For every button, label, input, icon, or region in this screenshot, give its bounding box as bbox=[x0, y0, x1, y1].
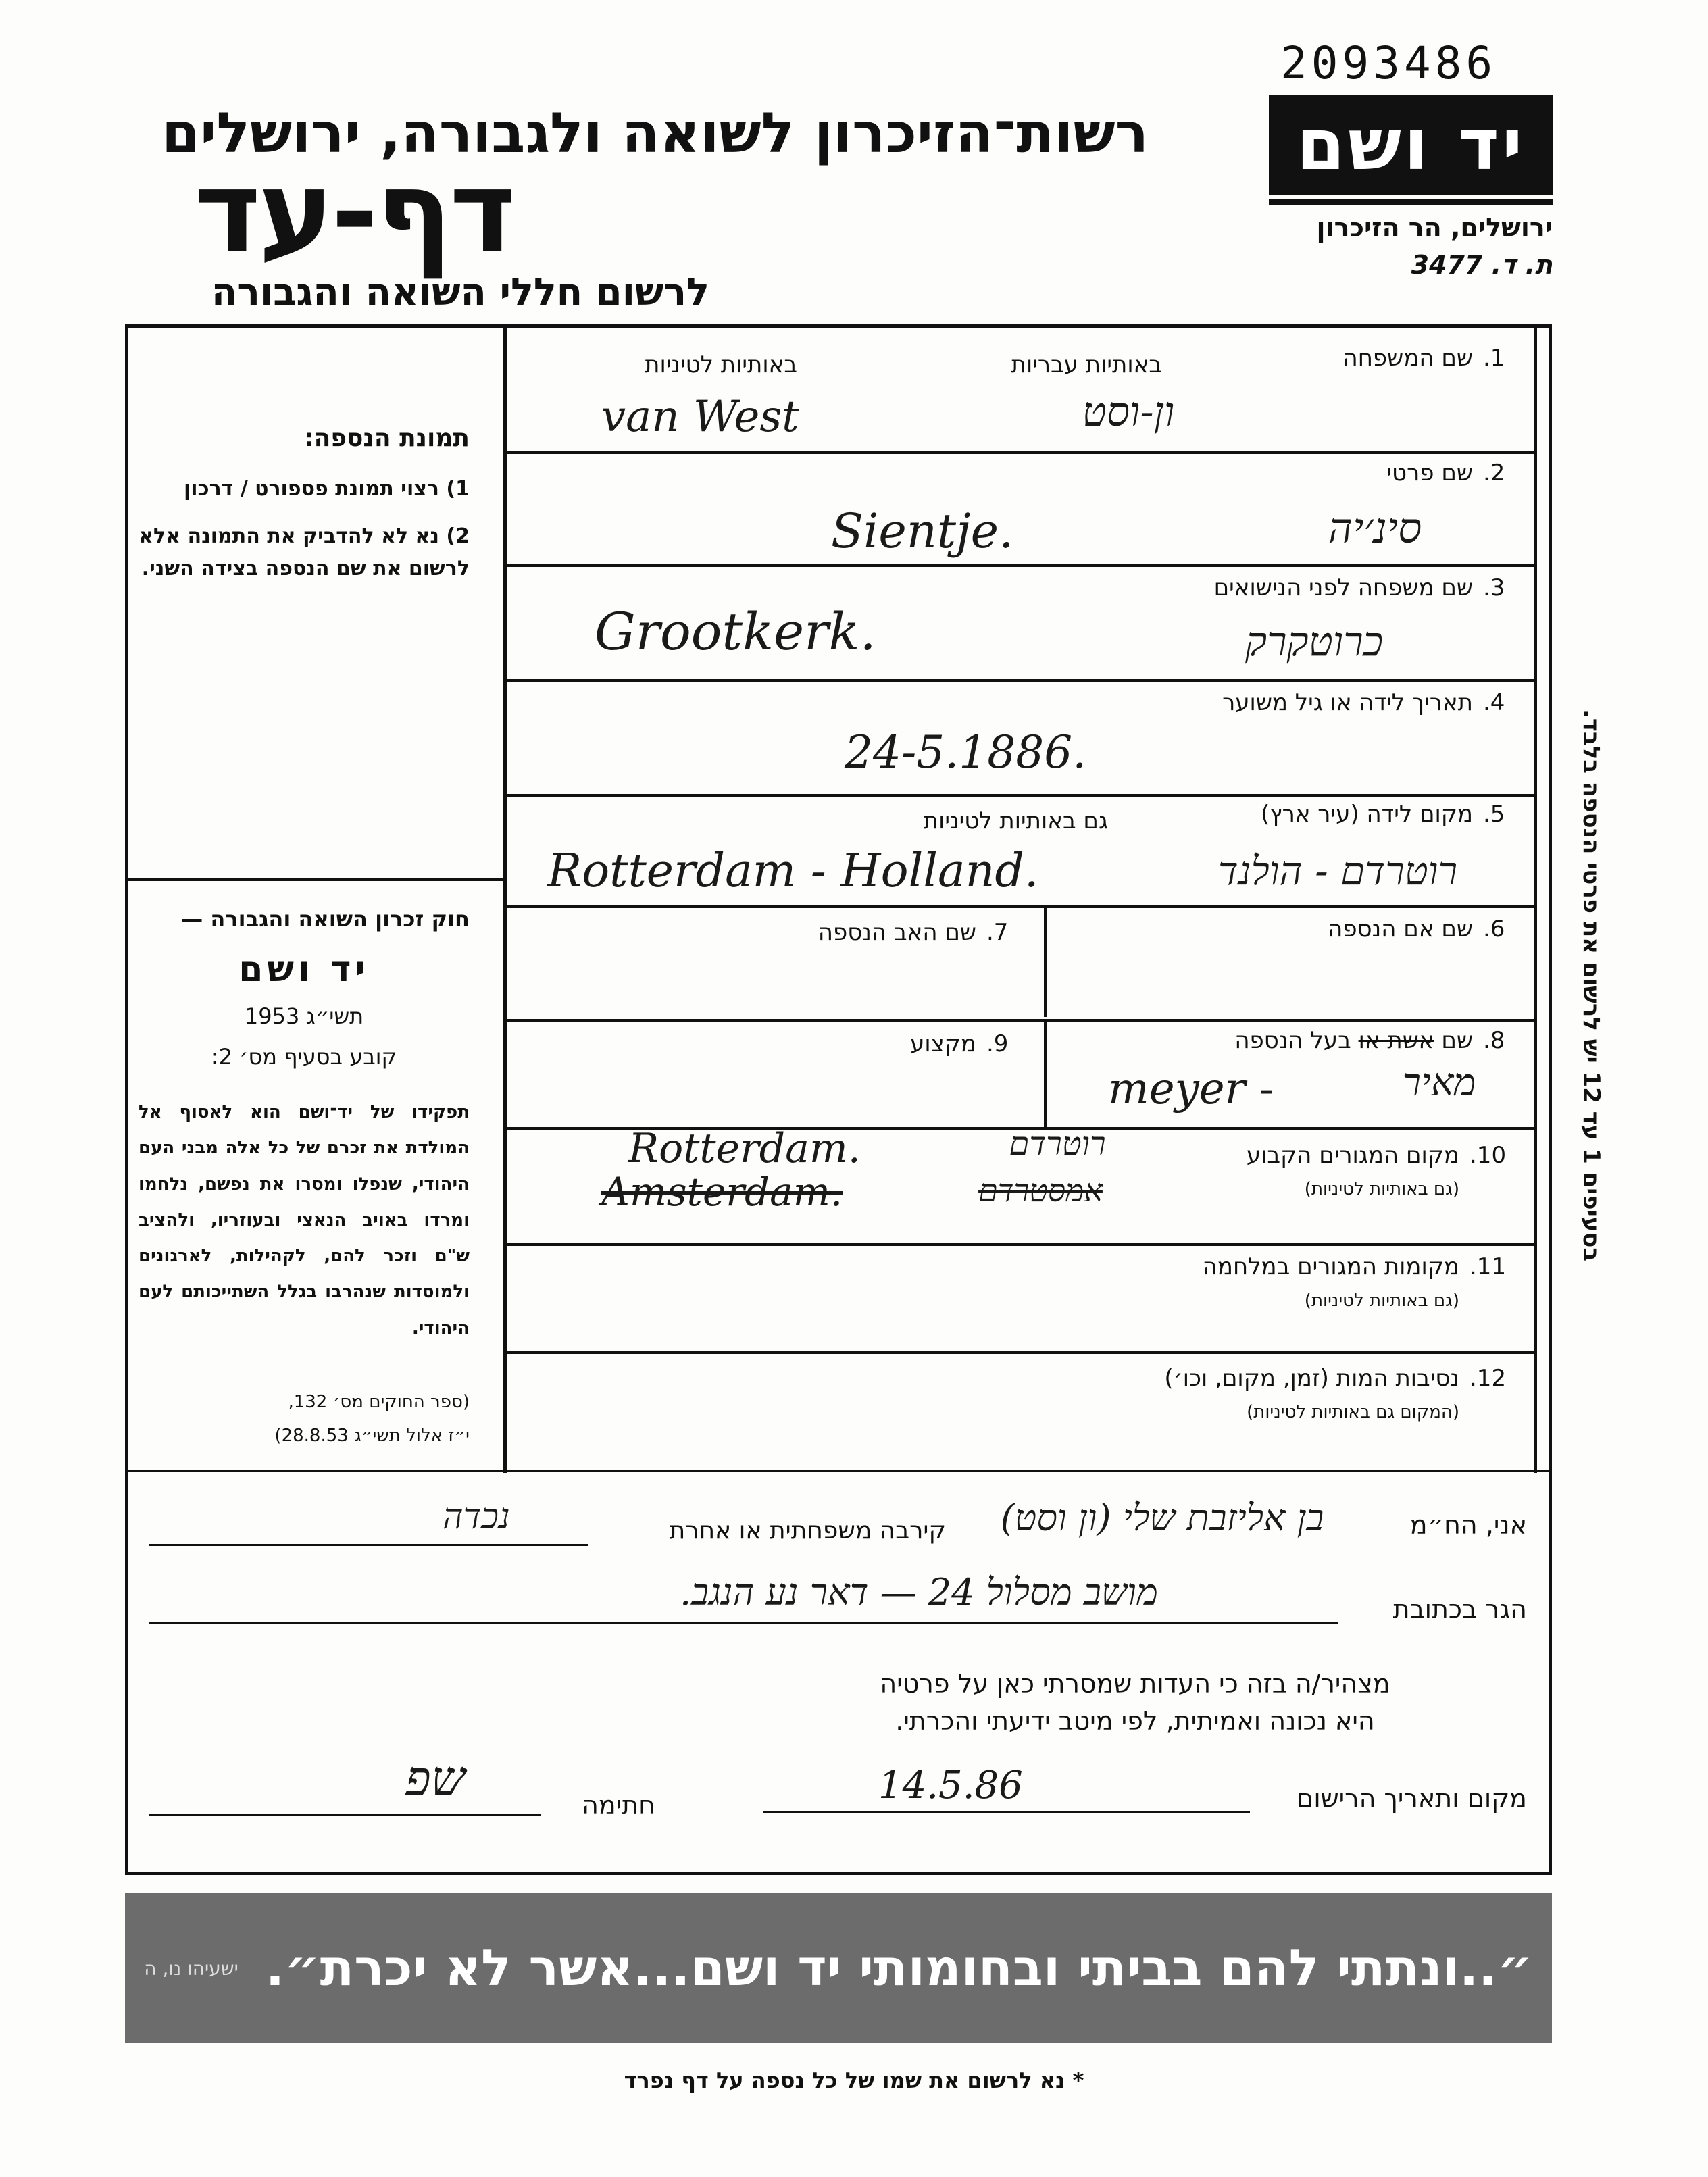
field-5-latin-value[interactable]: Rotterdam - Holland. bbox=[547, 845, 1039, 898]
address-value[interactable]: מושב מסלול 24 — דאר נע הנגב. bbox=[680, 1571, 1158, 1613]
field-1-latin-value[interactable]: van West bbox=[601, 392, 799, 442]
place-date-line bbox=[763, 1811, 1250, 1813]
kinship-label: קירבה משפחתית או אחרת bbox=[669, 1517, 946, 1545]
field-9-number: .9 bbox=[986, 1030, 1009, 1057]
field-4-value[interactable]: 24-5.1886. bbox=[845, 726, 1087, 778]
photo-note-2: 2) נא לא להדביק את התמונה אלא לרשום את שם הנספה בצידה השני. bbox=[139, 524, 470, 580]
registration-date[interactable]: 14.5.86 bbox=[878, 1763, 1023, 1807]
field-6-number: .6 bbox=[1483, 916, 1505, 943]
footer-note: * נא לרשום את שמו של כל נספה על דף נפרד bbox=[624, 2068, 1084, 2093]
place-date-label: מקום ותאריך הרישום bbox=[1297, 1784, 1527, 1813]
left-panel-divider bbox=[503, 324, 507, 1473]
field-10-hebrew-value[interactable]: רוטרדם bbox=[1009, 1125, 1106, 1163]
kinship-value[interactable]: נכדה bbox=[443, 1497, 510, 1537]
field-12-number: .12 bbox=[1470, 1365, 1507, 1392]
field-1-hebrew-value[interactable]: ון-וסט bbox=[1082, 389, 1175, 436]
field-2-latin-value[interactable]: Sientje. bbox=[831, 503, 1014, 559]
field-12-sublabel: (המקום גם באותיות לטיניות) bbox=[1247, 1402, 1459, 1422]
field-7-number: .7 bbox=[986, 919, 1009, 946]
row-8-9-divider bbox=[1044, 1019, 1047, 1127]
row-line bbox=[503, 679, 1537, 682]
field-10-struck-hebrew: אמסטרדם bbox=[978, 1172, 1103, 1209]
logo-text: יד ושם bbox=[1296, 103, 1526, 186]
field-1-latin-header: באותיות לטיניות bbox=[645, 351, 797, 378]
address-line-1: ירושלים, הר הזיכרון bbox=[1316, 213, 1553, 243]
field-1-number: .1 bbox=[1483, 345, 1505, 372]
field-5-latin-header: גם באותיות לטיניות bbox=[923, 807, 1108, 834]
field-10-latin-value[interactable]: Rotterdam. bbox=[628, 1125, 861, 1172]
field-3-label: שם משפחה לפני הנישואים bbox=[1213, 574, 1473, 601]
left-panel-separator bbox=[125, 878, 505, 881]
field-2-hebrew-value[interactable]: סינ׳יה bbox=[1328, 503, 1422, 553]
field-4-label: תאריך לידה או גיל משוער bbox=[1222, 689, 1473, 716]
field-10-number: .10 bbox=[1470, 1142, 1507, 1169]
signature[interactable]: שפ bbox=[405, 1750, 466, 1807]
row-6-7-divider bbox=[1044, 905, 1047, 1017]
statement-line-2: היא נכונה ואמיתית, לפי מיטב ידיעתי והכרתי. bbox=[895, 1706, 1375, 1736]
field-3-hebrew-value[interactable]: כרוטקרק bbox=[1245, 618, 1384, 666]
signature-line bbox=[149, 1814, 541, 1816]
declaration-separator bbox=[125, 1470, 1552, 1472]
field-7-label: שם האב הנספה bbox=[818, 919, 976, 946]
field-1-hebrew-header: באותיות עבריות bbox=[1011, 351, 1162, 378]
photo-title: תמונת הנספה: bbox=[304, 424, 470, 452]
field-12-label: נסיבות המות (זמן, מקום, וכו׳) bbox=[1164, 1365, 1459, 1392]
kinship-line bbox=[149, 1544, 588, 1546]
field-5-hebrew-value[interactable]: רוטרדם - הולנד bbox=[1217, 848, 1458, 894]
row-line bbox=[503, 451, 1537, 454]
address-line bbox=[149, 1622, 1338, 1624]
quote-banner bbox=[125, 1893, 1552, 2043]
field-11-number: .11 bbox=[1470, 1253, 1507, 1280]
law-text: תפקידו של יד־ושם הוא לאסוף אל המולדת את זכרם של כל אלה מבני העם היהודי, שנפלו ומסרו את נפשם, נלחמו ומרדו באויב הנאצי ובעוזריו, ולהציב ש"ם וזכר להם, לקהילות, לארגונים ולמוסדות שנהרבו בגלל השתייכותם לעם היהודי. bbox=[139, 1102, 470, 1338]
row-line bbox=[503, 905, 1537, 908]
banner-quote: ״..ונתתי להם בביתי ובחומותי יד ושם...אשר לא יכרת״. bbox=[265, 1939, 1533, 1997]
field-2-number: .2 bbox=[1483, 459, 1505, 486]
field-10-label: מקום המגורים הקבוע bbox=[1246, 1142, 1459, 1169]
row-line bbox=[503, 794, 1537, 797]
field-2-label: שם פרטי bbox=[1386, 459, 1473, 486]
form-subtitle: לרשום חללי השואה והגבורה bbox=[211, 270, 709, 314]
field-8-label bbox=[1149, 1027, 1473, 1054]
row-line bbox=[503, 1243, 1537, 1246]
field-11-sublabel: (גם באותיות לטיניות) bbox=[1304, 1291, 1459, 1311]
declaration-i-label: אני, הח״מ bbox=[1409, 1510, 1527, 1540]
row-line bbox=[503, 564, 1537, 567]
field-8-label-struck: אשת או bbox=[1358, 1027, 1434, 1054]
organization-title: רשות־הזיכרון לשואה ולגבורה, ירושלים bbox=[161, 101, 1149, 166]
field-8-latin-value[interactable]: meyer - bbox=[1108, 1064, 1274, 1114]
field-9-label: מקצוע bbox=[910, 1030, 976, 1057]
photo-note-1: 1) רצוי תמונת פספורט / דרכון bbox=[183, 477, 470, 501]
field-6-label: שם אם הנספה bbox=[1328, 916, 1473, 943]
row-line bbox=[503, 1351, 1537, 1354]
field-4-number: .4 bbox=[1483, 689, 1505, 716]
row-line bbox=[503, 1019, 1537, 1022]
field-3-latin-value[interactable]: Grootkerk. bbox=[595, 601, 876, 661]
law-ref-1: (ספר החוקים מס׳ 132, bbox=[288, 1392, 470, 1412]
address-line-2: ת. ד. 3477 bbox=[1411, 250, 1553, 280]
field-10-struck-latin: Amsterdam. bbox=[601, 1169, 843, 1215]
law-name: יד ושם bbox=[238, 949, 370, 990]
field-1-label: שם המשפחה bbox=[1342, 345, 1473, 372]
logo-underline bbox=[1269, 199, 1553, 205]
address-label: הגר בכתובת bbox=[1392, 1595, 1527, 1624]
banner-reference: ישעיהו נו, ה bbox=[144, 1957, 238, 1980]
field-10-sublabel: (גם באותיות לטיניות) bbox=[1304, 1179, 1459, 1199]
law-heading: חוק זכרון השואה והגבורה — bbox=[181, 906, 470, 932]
statement-line-1: מצהיר/ה בזה כי העדות שמסרתי כאן על פרטיה bbox=[880, 1669, 1390, 1699]
field-5-label: מקום לידה (עיר ארץ) bbox=[1260, 801, 1473, 828]
right-inner-border bbox=[1534, 324, 1537, 1473]
field-3-number: .3 bbox=[1483, 574, 1505, 601]
form-title: דף-עד bbox=[194, 146, 513, 278]
field-11-label: מקומות המגורים במלחמה bbox=[1202, 1253, 1459, 1280]
witness-name[interactable]: בן אליזבת שלי (ון וסט) bbox=[1000, 1497, 1324, 1539]
document-number: 2093486 bbox=[1280, 37, 1497, 89]
field-8-label-prefix: שם bbox=[1441, 1027, 1473, 1054]
yad-vashem-logo bbox=[1269, 95, 1553, 195]
field-8-hebrew-value[interactable]: מאיר bbox=[1402, 1061, 1476, 1105]
field-5-number: .5 bbox=[1483, 801, 1505, 828]
field-8-number: .8 bbox=[1483, 1027, 1505, 1054]
law-clause: קובע בסעיף מס׳ 2: bbox=[211, 1044, 397, 1070]
side-note: בסעיפים 1 עד 12 יש לרשום את פרטי הנספה בלבד. bbox=[1578, 709, 1605, 1262]
signature-label: חתימה bbox=[582, 1791, 655, 1820]
law-ref-2: י״ז אלול תשי״ג 28.8.53) bbox=[274, 1426, 470, 1446]
law-year: תשי״ג 1953 bbox=[244, 1003, 364, 1029]
field-8-label-suffix: בעל הנספה bbox=[1234, 1027, 1351, 1054]
